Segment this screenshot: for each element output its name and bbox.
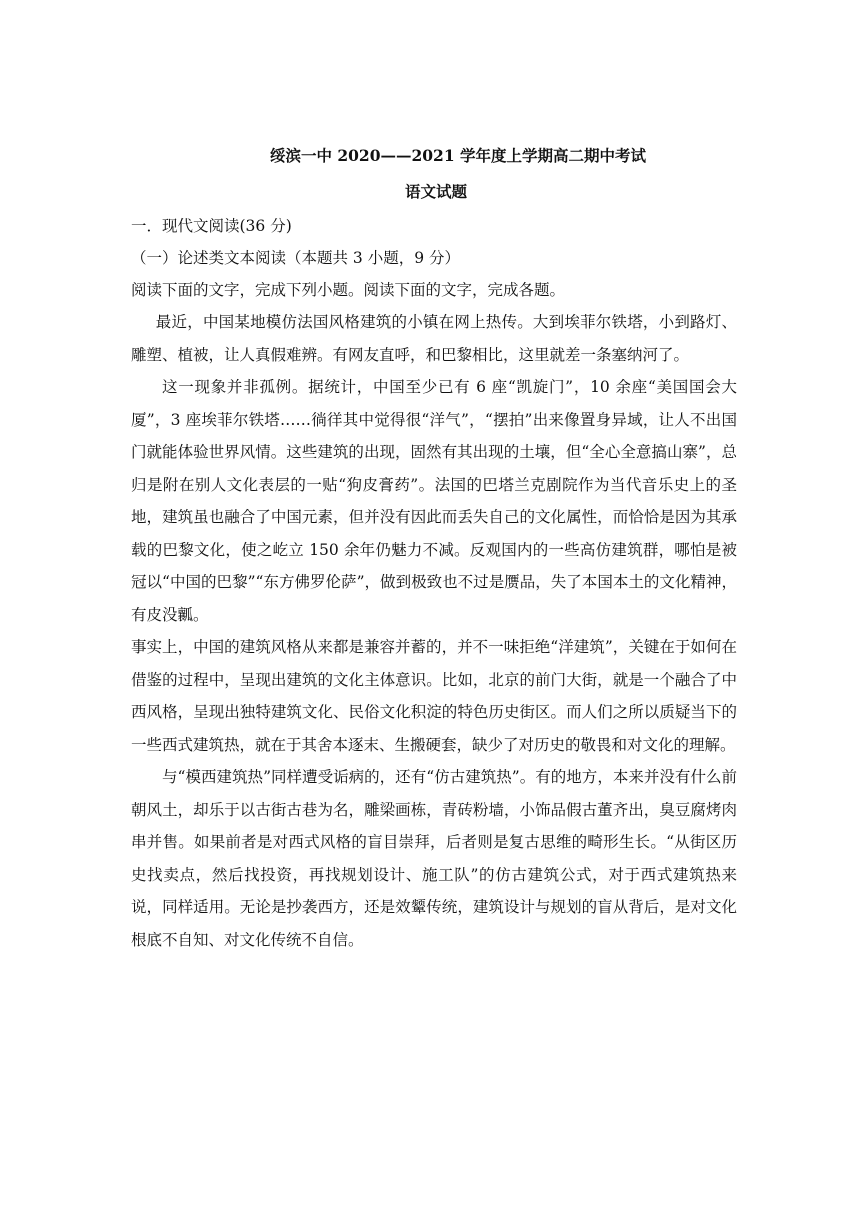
subsection-heading: （一）论述类文本阅读（本题共 3 小题，9 分） [131, 249, 461, 267]
passage-paragraph-2: 这一现象并非孤例。据统计，中国至少已有 6 座“凯旋门”，10 余座“美国国会大厦”，3 座埃菲尔铁塔……徜徉其中觉得很“洋气”，“摆拍”出来像置身异域，让人不出国门就能体验世界风情。这些建筑的出现，固然有其出现的土壤，但“全心全意搞山寨”，总归是附在别人文化表层的一贴“狗皮膏药”。法国的巴塔兰克剧院作为当代音乐史上的圣地，建筑虽也融合了中国元素，但并没有因此而丢失自己的文化属性，而恰恰是因为其承载的巴黎文化，使之屹立 150 余年仍魅力不减。反观国内的一些高仿建筑群，哪怕是被冠以“中国的巴黎”“东方佛罗伦萨”，做到极致也不过是赝品，失了本国本土的文化精神，有皮没瓤。 [131, 378, 737, 624]
reading-instruction: 阅读下面的文字，完成下列小题。阅读下面的文字，完成各题。 [131, 281, 566, 299]
passage-paragraph-4: 与“模西建筑热”同样遭受诟病的，还有“仿古建筑热”。有的地方，本来并没有什么前朝风土，却乐于以古街古巷为名，雕梁画栋，青砖粉墙，小饰品假古董齐出，臭豆腐烤肉串并售。如果前者是对西式风格的盲目崇拜，后者则是复古思维的畸形生长。“从街区历史找卖点，然后找投资，再找规划设计、施工队”的仿古建筑公式，对于西式建筑热来说，同样适用。无论是抄袭西方，还是效颦传统，建筑设计与规划的盲从背后，是对文化根底不自知、对文化传统不自信。 [131, 768, 737, 949]
exam-page [131, 138, 737, 956]
exam-title: 绥滨一中 2020——2021 学年度上学期高二期中考试 [269, 146, 647, 165]
passage-paragraph-1: 最近，中国某地模仿法国风格建筑的小镇在网上热传。大到埃菲尔铁塔，小到路灯、雕塑、植被，让人真假难辨。有网友直呼，和巴黎相比，这里就差一条塞纳河了。 [131, 313, 737, 364]
section-heading: 一．现代文阅读(36 分) [131, 217, 292, 235]
exam-subtitle: 语文试题 [404, 182, 467, 201]
passage-paragraph-3: 事实上，中国的建筑风格从来都是兼容并蓄的，并不一味拒绝“洋建筑”，关键在于如何在借鉴的过程中，呈现出建筑的文化主体意识。比如，北京的前门大街，就是一个融合了中西风格，呈现出独特建筑文化、民俗文化积淀的特色历史街区。而人们之所以质疑当下的一些西式建筑热，就在于其舍本逐末、生搬硬套，缺少了对历史的敬畏和对文化的理解。 [131, 638, 737, 754]
